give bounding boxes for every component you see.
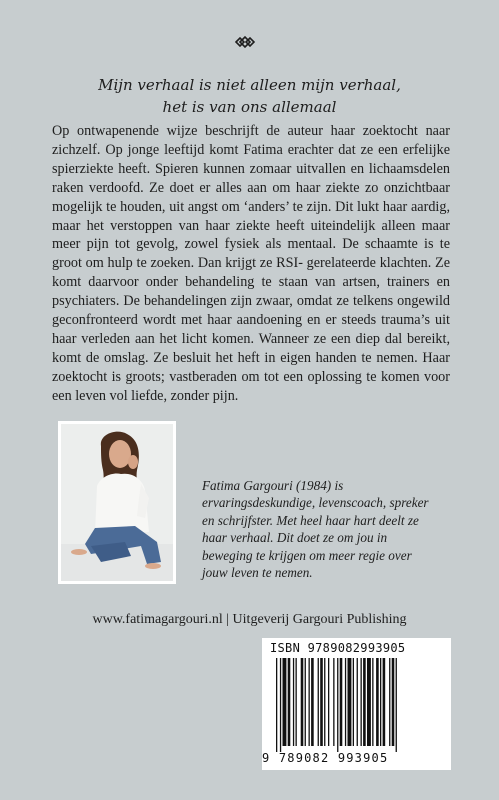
barcode-bars [276, 658, 446, 754]
barcode-bar [337, 658, 338, 752]
barcode-bar [361, 658, 362, 746]
barcode-bar [283, 658, 287, 746]
barcode-bar [363, 658, 366, 746]
tagline-line-1: Mijn verhaal is niet alleen mijn verhaal, [98, 76, 401, 94]
barcode-bar [376, 658, 379, 746]
barcode-bar [293, 658, 294, 746]
barcode-bar [324, 658, 325, 746]
barcode-bar [311, 658, 314, 746]
tagline-line-2: het is van ons allemaal [162, 98, 337, 116]
barcode-bar [296, 658, 297, 746]
isbn-barcode [262, 638, 451, 770]
barcode-bar [345, 658, 346, 746]
barcode-bar [309, 658, 310, 746]
book-blurb: Op ontwapenende wijze beschrijft de auteur haar zoektocht naar zichzelf. Op jonge leeftijd komt Fatima erachter dat ze een erfelijke spierziekte heeft. Spieren kunnen zomaar uitvallen en lichaamsdelen raken verdoofd. Ze doet er alles aan om haar ziekte zo onzichtbaar mogelijk te houden, uit angst om ‘anders’ te zijn. Dit lukt haar aardig, maar het verstoppen van haar ziekte heeft uiteindelijk alleen maar meer pijn tot gevolg, zowel fysiek als mentaal. De schaamte is te groot om hulp te zoeken. Dan krijgt ze RSI- gerelateerde klachten. Ze komt daarvoor onder behandeling te staan van artsen, trainers en psychiaters. De behandelingen zijn zwaar, omdat ze telkens ongewild geconfronteerd wordt met haar aandoening en er steeds trauma’s uit haar verleden aan het licht komen. Wanneer ze een diep dal bereikt, komt de omslag. Ze besluit het heft in eigen handen te nemen. Haar zoektocht is groots; vastberaden om tot een oplossing te komen voor een leven vol liefde, zonder pijn. [52, 123, 450, 404]
barcode-bar [301, 658, 304, 746]
barcode-bar [380, 658, 381, 746]
barcode-bar [367, 658, 371, 746]
isbn-label: ISBN 9789082993905 [270, 641, 406, 655]
barcode-bar [348, 658, 352, 746]
author-portrait [61, 424, 173, 581]
barcode-bar [340, 658, 343, 746]
publisher-footer: www.fatimagargouri.nl | Uitgeverij Gargouri Publishing [92, 612, 407, 627]
barcode-bar [280, 658, 281, 752]
isbn-digits: 9 789082 993905 [262, 751, 389, 765]
author-photo [58, 421, 176, 584]
tagline [40, 74, 459, 118]
barcode-bar [305, 658, 306, 746]
barcode-bar [389, 658, 390, 746]
barcode-bar [392, 658, 395, 746]
barcode-bar [396, 658, 397, 752]
barcode-bar [288, 658, 291, 746]
barcode-bar [320, 658, 323, 746]
barcode-bar [276, 658, 277, 752]
diamond-knot-icon [235, 34, 255, 50]
barcode-bar [353, 658, 354, 746]
barcode-bar [357, 658, 358, 746]
barcode-bar [372, 658, 373, 746]
author-bio: Fatima Gargouri (1984) is ervaringsdeskundige, levenscoach, spreker en schrijfster. Met heel haar hart deelt ze haar verhaal. Dit doet ze om jou in beweging te krijgen om meer regie over jouw leven te nemen. [202, 478, 429, 581]
barcode-bar [383, 658, 386, 746]
barcode-bar [333, 658, 334, 746]
barcode-bar [328, 658, 329, 746]
barcode-bar [318, 658, 319, 746]
